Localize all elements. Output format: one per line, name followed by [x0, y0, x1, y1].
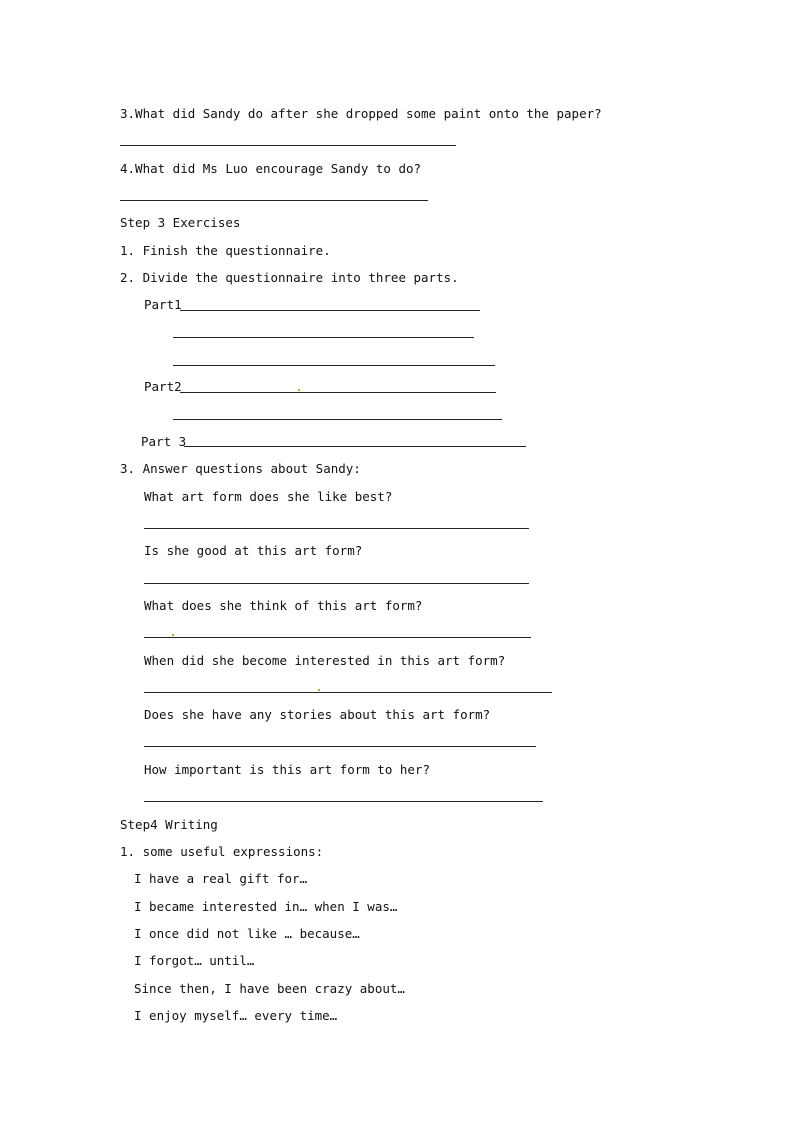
step3-heading: Step 3 Exercises	[120, 215, 241, 230]
sandy-answer-line-4	[144, 692, 552, 693]
stray-mark	[298, 389, 300, 391]
sandy-answer-line-6	[144, 801, 543, 802]
expression-3: I once did not like … because…	[134, 926, 360, 941]
sandy-question-5: Does she have any stories about this art form?	[144, 707, 491, 722]
sandy-answer-line-3	[144, 637, 531, 638]
stray-mark	[172, 634, 174, 636]
step3-item-1: 1. Finish the questionnaire.	[120, 243, 331, 258]
part1-label: Part1	[144, 297, 182, 312]
sandy-question-6: How important is this art form to her?	[144, 762, 430, 777]
sandy-question-4: When did she become interested in this art form?	[144, 653, 506, 668]
step4-heading: Step4 Writing	[120, 817, 218, 832]
step3-item-3: 3. Answer questions about Sandy:	[120, 461, 361, 476]
part2-line-2	[173, 419, 502, 420]
sandy-question-1: What art form does she like best?	[144, 489, 393, 504]
sandy-answer-line-5	[144, 746, 536, 747]
question-3: 3.What did Sandy do after she dropped some paint onto the paper?	[120, 106, 602, 121]
part1-line-2	[173, 337, 474, 338]
expression-6: I enjoy myself… every time…	[134, 1008, 338, 1023]
sandy-question-2: Is she good at this art form?	[144, 543, 363, 558]
answer-line-q3	[120, 145, 456, 146]
question-4: 4.What did Ms Luo encourage Sandy to do?	[120, 161, 422, 176]
answer-line-q4	[120, 200, 428, 201]
step4-item-1: 1. some useful expressions:	[120, 844, 324, 859]
part2-label: Part2	[144, 379, 182, 394]
expression-2: I became interested in… when I was…	[134, 899, 398, 914]
part2-line-1	[180, 392, 496, 393]
expression-4: I forgot… until…	[134, 953, 255, 968]
stray-mark	[318, 689, 320, 691]
sandy-answer-line-2	[144, 583, 529, 584]
sandy-answer-line-1	[144, 528, 529, 529]
part3-label: Part 3	[141, 434, 187, 449]
expression-1: I have a real gift for…	[134, 871, 308, 886]
part1-line-1	[180, 310, 480, 311]
sandy-question-3: What does she think of this art form?	[144, 598, 423, 613]
step3-item-2: 2. Divide the questionnaire into three parts.	[120, 270, 459, 285]
part1-line-3	[173, 365, 495, 366]
expression-5: Since then, I have been crazy about…	[134, 981, 405, 996]
part3-line-1	[184, 446, 526, 447]
